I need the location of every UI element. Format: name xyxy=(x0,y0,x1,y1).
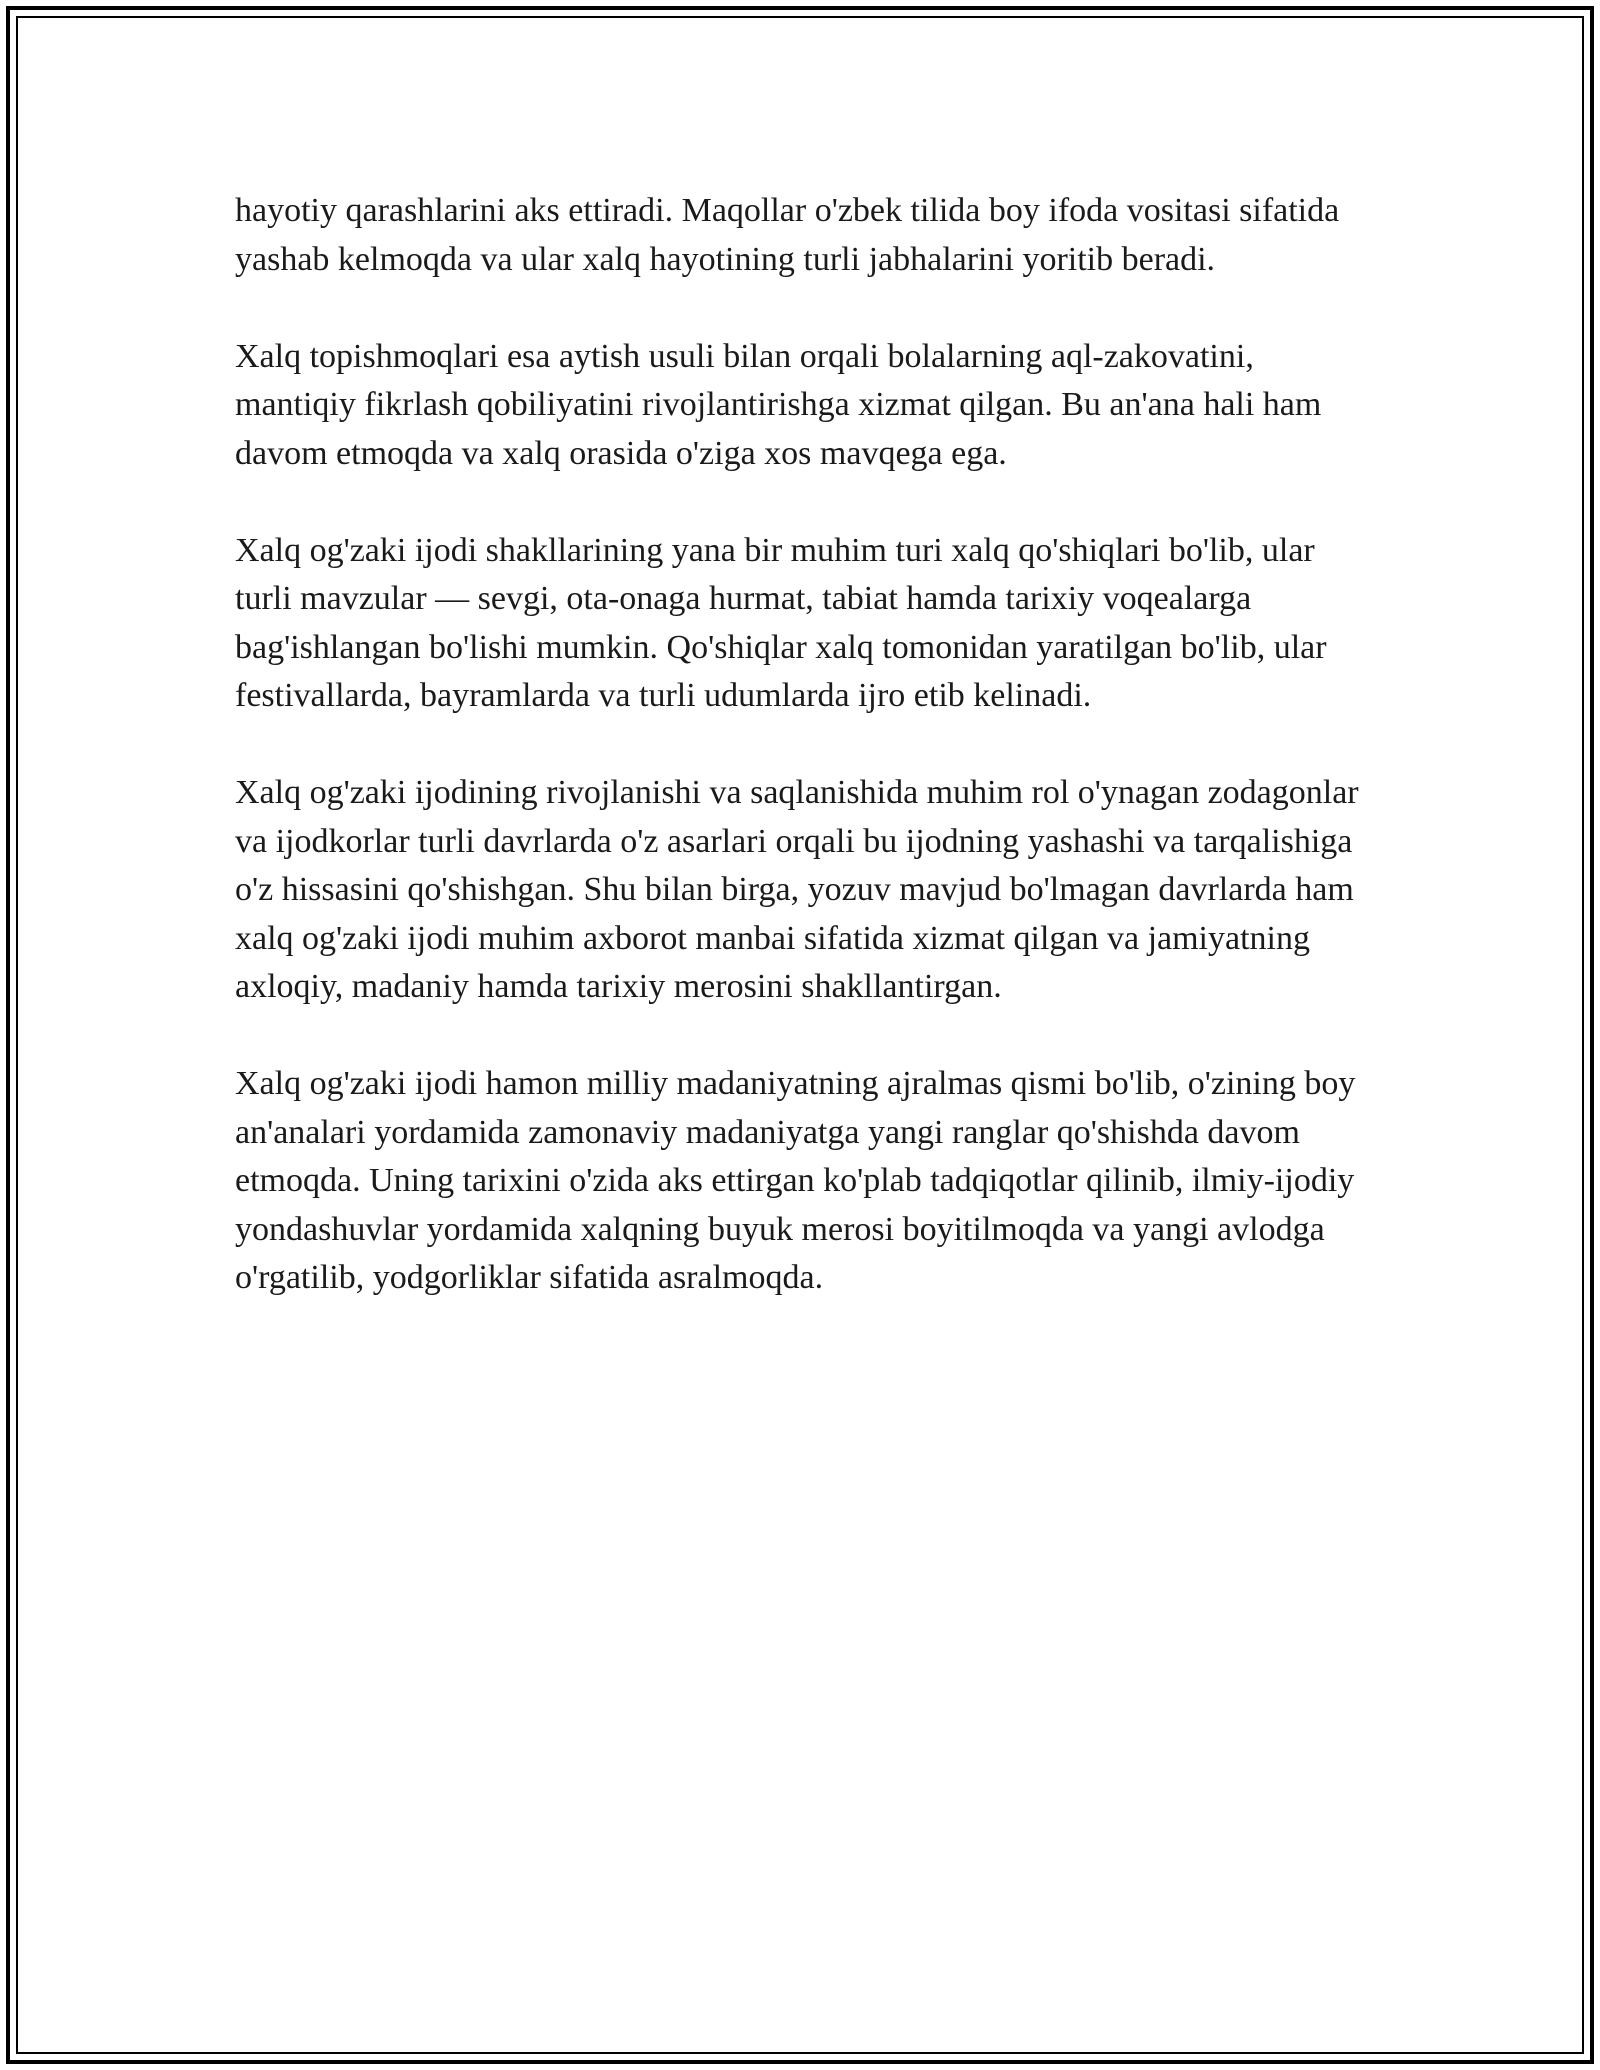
document-body xyxy=(235,187,1370,1351)
paragraph-5: Xalq og'zaki ijodi hamon milliy madaniyatning ajralmas qismi bo'lib, o'zining boy an'analari yordamida zamonaviy madaniyatga yangi ranglar qo'shishda davom etmoqda. Uning tarixini o'zida aks ettirgan ko'plab tadqiqotlar qilinib, ilmiy-ijodiy yondashuvlar yordamida xalqning buyuk merosi boyitilmoqda va yangi avlodga o'rgatilib, yodgorliklar sifatida asralmoqda. xyxy=(235,1065,1356,1296)
paragraph-1: hayotiy qarashlarini aks ettiradi. Maqollar o'zbek tilida boy ifoda vositasi sifatida yashab kelmoqda va ular xalq hayotining turli jabhalarini yoritib beradi. xyxy=(235,192,1340,278)
paragraph-3: Xalq og'zaki ijodi shakllarining yana bir muhim turi xalq qo'shiqlari bo'lib, ular turli mavzular — sevgi, ota-onaga hurmat, tabiat hamda tarixiy voqealarga bag'ishlangan bo'lishi mumkin. Qo'shiqlar xalq tomonidan yaratilgan bo'lib, ular festivallarda, bayramlarda va turli udumlarda ijro etib kelinadi. xyxy=(235,531,1327,714)
paragraph-2: Xalq topishmoqlari esa aytish usuli bilan orqali bolalarning aql-zakovatini, mantiqiy fikrlash qobiliyatini rivojlantirishga xizmat qilgan. Bu an'ana hali ham davom etmoqda va xalq orasida o'ziga xos mavqega ega. xyxy=(235,337,1322,472)
paragraph-4: Xalq og'zaki ijodining rivojlanishi va saqlanishida muhim rol o'ynagan zodagonlar va ijodkorlar turli davrlarda o'z asarlari orqali bu ijodning yashashi va tarqalishiga o'z hissasini qo'shishgan. Shu bilan birga, yozuv mavjud bo'lmagan davrlarda ham xalq og'zaki ijodi muhim axborot manbai sifatida xizmat qilgan va jamiyatning axloqiy, madaniy hamda tarixiy merosini shakllantirgan. xyxy=(235,774,1359,1005)
